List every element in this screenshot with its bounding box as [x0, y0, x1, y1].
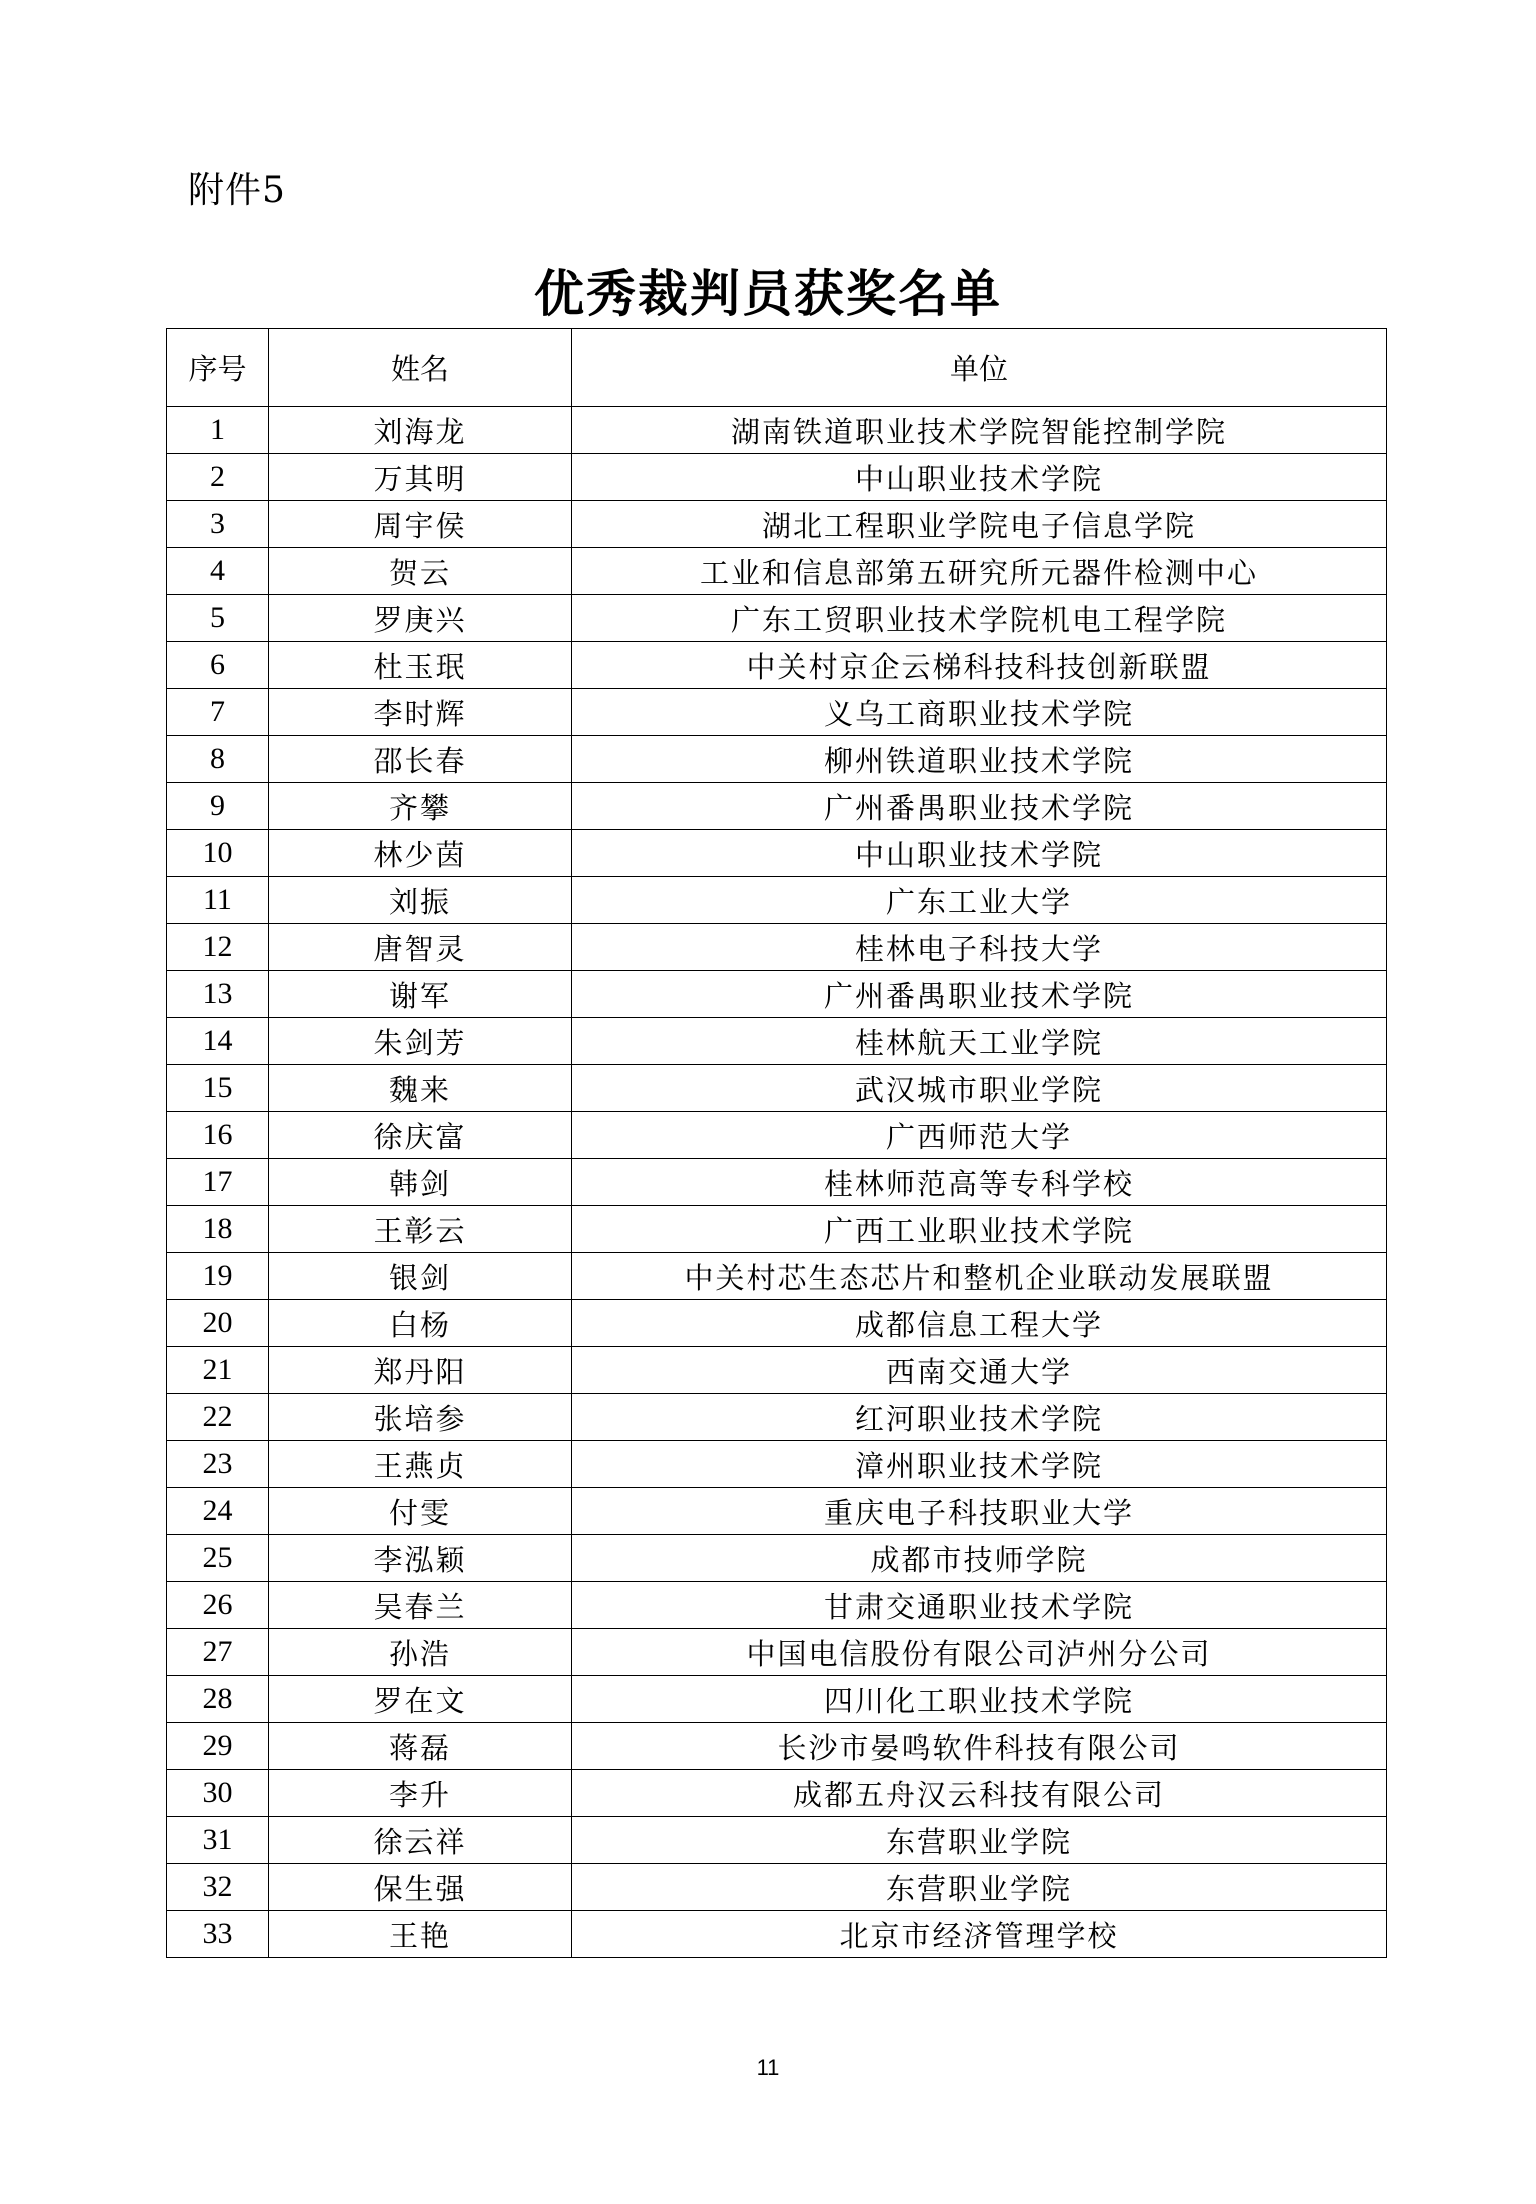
table-row: [167, 1018, 1387, 1065]
award-list-table: [166, 328, 1387, 1958]
row-name: 朱剑芳: [269, 1018, 572, 1065]
table-row: [167, 783, 1387, 830]
row-name: 李升: [269, 1770, 572, 1817]
table-row: [167, 1817, 1387, 1864]
table-row: [167, 1159, 1387, 1206]
table-row: [167, 971, 1387, 1018]
row-unit: 武汉城市职业学院: [572, 1065, 1387, 1112]
row-unit: 桂林电子科技大学: [572, 924, 1387, 971]
row-name: 王彰云: [269, 1206, 572, 1253]
row-name: 李泓颖: [269, 1535, 572, 1582]
row-name: 保生强: [269, 1864, 572, 1911]
table-row: [167, 454, 1387, 501]
row-name: 李时辉: [269, 689, 572, 736]
row-index: 24: [167, 1488, 269, 1535]
row-name: 王艳: [269, 1911, 572, 1958]
row-name: 魏来: [269, 1065, 572, 1112]
row-unit: 中关村芯生态芯片和整机企业联动发展联盟: [572, 1253, 1387, 1300]
row-name: 刘振: [269, 877, 572, 924]
table-row: [167, 1065, 1387, 1112]
row-name: 罗在文: [269, 1676, 572, 1723]
row-unit: 甘肃交通职业技术学院: [572, 1582, 1387, 1629]
table-row: [167, 595, 1387, 642]
row-name: 蒋磊: [269, 1723, 572, 1770]
row-index: 14: [167, 1018, 269, 1065]
row-name: 付雯: [269, 1488, 572, 1535]
row-index: 26: [167, 1582, 269, 1629]
header-index: 序号: [167, 329, 269, 407]
table-row: [167, 548, 1387, 595]
row-unit: 东营职业学院: [572, 1864, 1387, 1911]
row-name: 银剑: [269, 1253, 572, 1300]
table-row: [167, 689, 1387, 736]
table-row: [167, 877, 1387, 924]
table-row: [167, 1253, 1387, 1300]
table-row: [167, 1206, 1387, 1253]
row-name: 罗庚兴: [269, 595, 572, 642]
page-number: 11: [756, 2055, 780, 2080]
row-unit: 东营职业学院: [572, 1817, 1387, 1864]
row-name: 邵长春: [269, 736, 572, 783]
row-index: 13: [167, 971, 269, 1018]
row-index: 15: [167, 1065, 269, 1112]
row-unit: 广州番禺职业技术学院: [572, 783, 1387, 830]
row-index: 1: [167, 407, 269, 454]
row-index: 5: [167, 595, 269, 642]
table-row: [167, 1582, 1387, 1629]
row-index: 4: [167, 548, 269, 595]
row-name: 吴春兰: [269, 1582, 572, 1629]
row-name: 孙浩: [269, 1629, 572, 1676]
table-row: [167, 1112, 1387, 1159]
table-body: [167, 407, 1387, 1958]
row-unit: 成都五舟汉云科技有限公司: [572, 1770, 1387, 1817]
table-row: [167, 1864, 1387, 1911]
row-index: 23: [167, 1441, 269, 1488]
row-unit: 长沙市晏鸣软件科技有限公司: [572, 1723, 1387, 1770]
row-unit: 桂林航天工业学院: [572, 1018, 1387, 1065]
row-unit: 中山职业技术学院: [572, 830, 1387, 877]
document-title: 优秀裁判员获奖名单: [534, 265, 1002, 323]
row-index: 30: [167, 1770, 269, 1817]
row-name: 徐云祥: [269, 1817, 572, 1864]
row-index: 32: [167, 1864, 269, 1911]
row-name: 齐攀: [269, 783, 572, 830]
row-index: 22: [167, 1394, 269, 1441]
table-row: [167, 1535, 1387, 1582]
row-unit: 广东工贸职业技术学院机电工程学院: [572, 595, 1387, 642]
row-index: 9: [167, 783, 269, 830]
row-index: 11: [167, 877, 269, 924]
row-index: 31: [167, 1817, 269, 1864]
row-index: 27: [167, 1629, 269, 1676]
row-index: 6: [167, 642, 269, 689]
row-unit: 漳州职业技术学院: [572, 1441, 1387, 1488]
row-name: 杜玉珉: [269, 642, 572, 689]
row-unit: 中国电信股份有限公司泸州分公司: [572, 1629, 1387, 1676]
row-unit: 广州番禺职业技术学院: [572, 971, 1387, 1018]
row-name: 唐智灵: [269, 924, 572, 971]
row-unit: 中关村京企云梯科技科技创新联盟: [572, 642, 1387, 689]
row-name: 贺云: [269, 548, 572, 595]
table-row: [167, 830, 1387, 877]
row-index: 7: [167, 689, 269, 736]
row-name: 林少茵: [269, 830, 572, 877]
row-unit: 湖北工程职业学院电子信息学院: [572, 501, 1387, 548]
row-name: 白杨: [269, 1300, 572, 1347]
table-row: [167, 407, 1387, 454]
row-unit: 西南交通大学: [572, 1347, 1387, 1394]
row-name: 王燕贞: [269, 1441, 572, 1488]
row-index: 12: [167, 924, 269, 971]
table-row: [167, 1911, 1387, 1958]
row-index: 10: [167, 830, 269, 877]
attachment-label: 附件5: [188, 170, 286, 211]
row-unit: 义乌工商职业技术学院: [572, 689, 1387, 736]
row-unit: 广西工业职业技术学院: [572, 1206, 1387, 1253]
row-unit: 成都信息工程大学: [572, 1300, 1387, 1347]
table-row: [167, 1676, 1387, 1723]
row-unit: 广东工业大学: [572, 877, 1387, 924]
table-row: [167, 1723, 1387, 1770]
row-index: 8: [167, 736, 269, 783]
row-unit: 广西师范大学: [572, 1112, 1387, 1159]
row-unit: 湖南铁道职业技术学院智能控制学院: [572, 407, 1387, 454]
header-name: 姓名: [269, 329, 572, 407]
row-name: 万其明: [269, 454, 572, 501]
row-unit: 北京市经济管理学校: [572, 1911, 1387, 1958]
row-unit: 桂林师范高等专科学校: [572, 1159, 1387, 1206]
row-index: 29: [167, 1723, 269, 1770]
row-unit: 中山职业技术学院: [572, 454, 1387, 501]
row-name: 刘海龙: [269, 407, 572, 454]
row-name: 张培参: [269, 1394, 572, 1441]
row-index: 19: [167, 1253, 269, 1300]
row-index: 16: [167, 1112, 269, 1159]
table-row: [167, 1347, 1387, 1394]
row-index: 20: [167, 1300, 269, 1347]
table-row: [167, 1770, 1387, 1817]
row-index: 17: [167, 1159, 269, 1206]
table-row: [167, 501, 1387, 548]
table-row: [167, 1394, 1387, 1441]
row-unit: 成都市技师学院: [572, 1535, 1387, 1582]
row-name: 韩剑: [269, 1159, 572, 1206]
row-index: 18: [167, 1206, 269, 1253]
table-row: [167, 736, 1387, 783]
row-unit: 工业和信息部第五研究所元器件检测中心: [572, 548, 1387, 595]
row-unit: 四川化工职业技术学院: [572, 1676, 1387, 1723]
table-row: [167, 924, 1387, 971]
table-row: [167, 1441, 1387, 1488]
row-index: 33: [167, 1911, 269, 1958]
row-index: 2: [167, 454, 269, 501]
table-row: [167, 1300, 1387, 1347]
header-unit: 单位: [572, 329, 1387, 407]
row-unit: 重庆电子科技职业大学: [572, 1488, 1387, 1535]
row-index: 21: [167, 1347, 269, 1394]
row-unit: 柳州铁道职业技术学院: [572, 736, 1387, 783]
row-index: 25: [167, 1535, 269, 1582]
row-unit: 红河职业技术学院: [572, 1394, 1387, 1441]
table-header-row: [167, 329, 1387, 407]
table-row: [167, 642, 1387, 689]
row-name: 周宇侯: [269, 501, 572, 548]
row-index: 3: [167, 501, 269, 548]
row-name: 郑丹阳: [269, 1347, 572, 1394]
row-name: 谢军: [269, 971, 572, 1018]
row-index: 28: [167, 1676, 269, 1723]
row-name: 徐庆富: [269, 1112, 572, 1159]
table-row: [167, 1488, 1387, 1535]
table-row: [167, 1629, 1387, 1676]
